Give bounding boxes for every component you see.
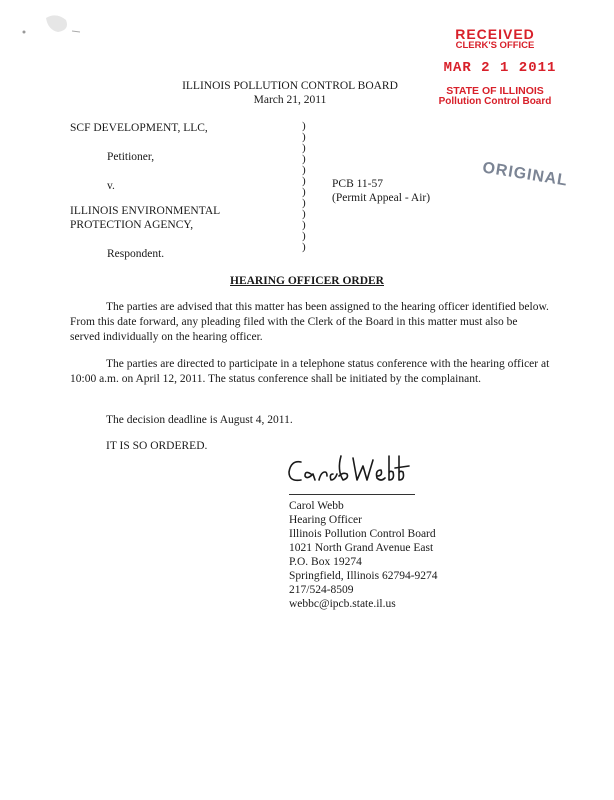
so-ordered: IT IS SO ORDERED. (106, 440, 208, 452)
signer-email: webbc@ipcb.state.il.us (289, 598, 396, 610)
paren: ) (302, 230, 306, 242)
respondent-role: Respondent. (107, 248, 165, 260)
paren: ) (302, 153, 306, 165)
received-stamp-label: RECEIVED (455, 26, 535, 42)
case-number: PCB 11-57 (332, 178, 384, 190)
board-name-heading: ILLINOIS POLLUTION CONTROL BOARD (182, 80, 398, 92)
versus-label: v. (107, 180, 115, 192)
stamp-board-label: Pollution Control Board (438, 96, 552, 107)
signature-line (289, 494, 415, 495)
caption-parentheses (302, 121, 312, 253)
signer-name: Carol Webb (289, 500, 344, 512)
petitioner-role: Petitioner, (107, 151, 155, 163)
paren: ) (302, 175, 306, 187)
respondent-name-line2: PROTECTION AGENCY, (70, 219, 194, 231)
signer-po-box: P.O. Box 19274 (289, 556, 362, 568)
received-date: MAR 2 1 2011 (443, 60, 557, 76)
case-type: (Permit Appeal - Air) (332, 192, 431, 204)
decision-deadline: The decision deadline is August 4, 2011. (106, 414, 293, 426)
order-paragraph-status-conference: The parties are directed to participate in a telephone status conference with the hearing officer at 10:00 a.m. on April 12, 2011. The status conference shall be initiated by the complainant. (70, 358, 550, 385)
paren: ) (302, 186, 306, 198)
scan-artifact (18, 10, 88, 38)
paren: ) (302, 208, 306, 220)
signer-address: 1021 North Grand Avenue East (289, 542, 434, 554)
paren: ) (302, 241, 306, 253)
signer-title: Hearing Officer (289, 514, 362, 526)
paren: ) (302, 120, 306, 132)
order-paragraph-assignment: The parties are advised that this matter has been assigned to the hearing officer identified below. From this date forward, any pleading filed with the Clerk of the Board in this matter must also be served individually on the hearing officer. (70, 301, 549, 343)
paren: ) (302, 131, 306, 143)
signer-phone: 217/524-8509 (289, 584, 354, 596)
original-stamp: ORIGINAL (481, 159, 570, 190)
order-date: March 21, 2011 (253, 94, 327, 106)
handwritten-signature (285, 450, 415, 490)
respondent-name-line1: ILLINOIS ENVIRONMENTAL (70, 205, 221, 217)
signer-organization: Illinois Pollution Control Board (289, 528, 436, 540)
paren: ) (302, 164, 306, 176)
petitioner-name: SCF DEVELOPMENT, LLC, (70, 122, 208, 134)
paren: ) (302, 142, 306, 154)
paren: ) (302, 219, 306, 231)
paren: ) (302, 197, 306, 209)
stamp-state-label: STATE OF ILLINOIS (446, 85, 544, 97)
order-title: HEARING OFFICER ORDER (230, 275, 384, 287)
signer-city: Springfield, Illinois 62794-9274 (289, 570, 438, 582)
clerks-office-label: CLERK'S OFFICE (455, 40, 535, 51)
